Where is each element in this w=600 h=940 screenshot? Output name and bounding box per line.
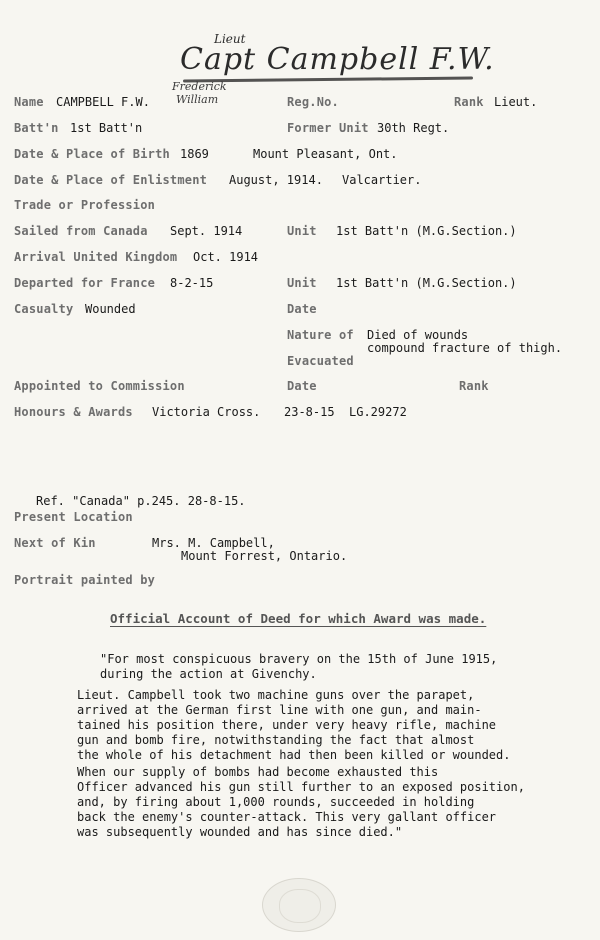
handwritten-correction: Lieut [214, 32, 246, 46]
next-of-kin-label: Next of Kin [14, 536, 96, 550]
name-annotation-second: William [176, 93, 219, 106]
enlistment-place: Valcartier. [342, 173, 422, 187]
trade-label: Trade or Profession [14, 198, 156, 212]
enlistment-label: Date & Place of Enlistment [14, 173, 208, 187]
former-unit-label: Former Unit [287, 121, 369, 135]
present-location-label: Present Location [14, 510, 133, 524]
nature-label: Nature of [287, 328, 354, 342]
departed-value: 8-2-15 [170, 276, 214, 290]
reg-no-label: Reg.No. [287, 95, 339, 109]
account-paragraph-2: Lieut. Campbell took two machine guns over the parapet, arrived at the German first line with one gun, and main- tained his position there, under very heavy rifle, machine gun and bomb fire, notwithstanding the fact that almost the whole of his detachment had then been killed or wounded. [77, 688, 511, 762]
sailed-label: Sailed from Canada [14, 224, 148, 238]
casualty-date-label: Date [287, 302, 317, 316]
sailed-value: Sept. 1914 [170, 224, 243, 238]
birth-date: 1869 [180, 147, 209, 161]
arrival-label: Arrival United Kingdom [14, 250, 178, 264]
arrival-value: Oct. 1914 [193, 250, 259, 264]
former-unit-value: 30th Regt. [377, 121, 450, 135]
nature-value-line2: compound fracture of thigh. [367, 341, 563, 355]
battn-value: 1st Batt'n [70, 121, 143, 135]
name-value: CAMPBELL F.W. [56, 95, 150, 109]
portrait-label: Portrait painted by [14, 573, 156, 587]
sailed-unit-value: 1st Batt'n (M.G.Section.) [336, 224, 517, 238]
honours-gazette: LG.29272 [349, 405, 407, 419]
account-paragraph-3: When our supply of bombs had become exhausted this Officer advanced his gun still further to an exposed position, and, by firing about 1,000 rounds, succeeded in holding back the enemy's counter-attack. This very gallant officer was subsequently wounded and has since died." [77, 765, 525, 839]
rank-value: Lieut. [494, 95, 538, 109]
honours-label: Honours & Awards [14, 405, 133, 419]
reference-note: Ref. "Canada" p.245. 28-8-15. [36, 494, 246, 508]
departed-unit-label: Unit [287, 276, 317, 290]
rank-label: Rank [454, 95, 484, 109]
commission-rank-label: Rank [459, 379, 489, 393]
commission-label: Appointed to Commission [14, 379, 185, 393]
commission-date-label: Date [287, 379, 317, 393]
next-of-kin-line1: Mrs. M. Campbell, [152, 536, 275, 550]
account-paragraph-1: "For most conspicuous bravery on the 15th of June 1915, during the action at Givenchy. [100, 652, 498, 681]
casualty-value: Wounded [85, 302, 136, 316]
evacuated-label: Evacuated [287, 354, 354, 368]
honours-award: Victoria Cross. [152, 405, 261, 419]
embossed-seal-icon [262, 878, 336, 932]
name-label: Name [14, 95, 44, 109]
battn-label: Batt'n [14, 121, 59, 135]
birth-label: Date & Place of Birth [14, 147, 170, 161]
departed-label: Departed for France [14, 276, 156, 290]
nature-value-line1: Died of wounds [367, 328, 469, 342]
name-annotation-first: Frederick [172, 80, 227, 93]
enlistment-date: August, 1914. [229, 173, 323, 187]
casualty-label: Casualty [14, 302, 74, 316]
next-of-kin-line2: Mount Forrest, Ontario. [181, 549, 348, 563]
departed-unit-value: 1st Batt'n (M.G.Section.) [336, 276, 517, 290]
account-heading: Official Account of Deed for which Award was made. [110, 611, 487, 626]
sailed-unit-label: Unit [287, 224, 317, 238]
birth-place: Mount Pleasant, Ont. [253, 147, 398, 161]
honours-date: 23-8-15 [284, 405, 335, 419]
handwritten-title: Capt Campbell F.W. [180, 42, 495, 77]
